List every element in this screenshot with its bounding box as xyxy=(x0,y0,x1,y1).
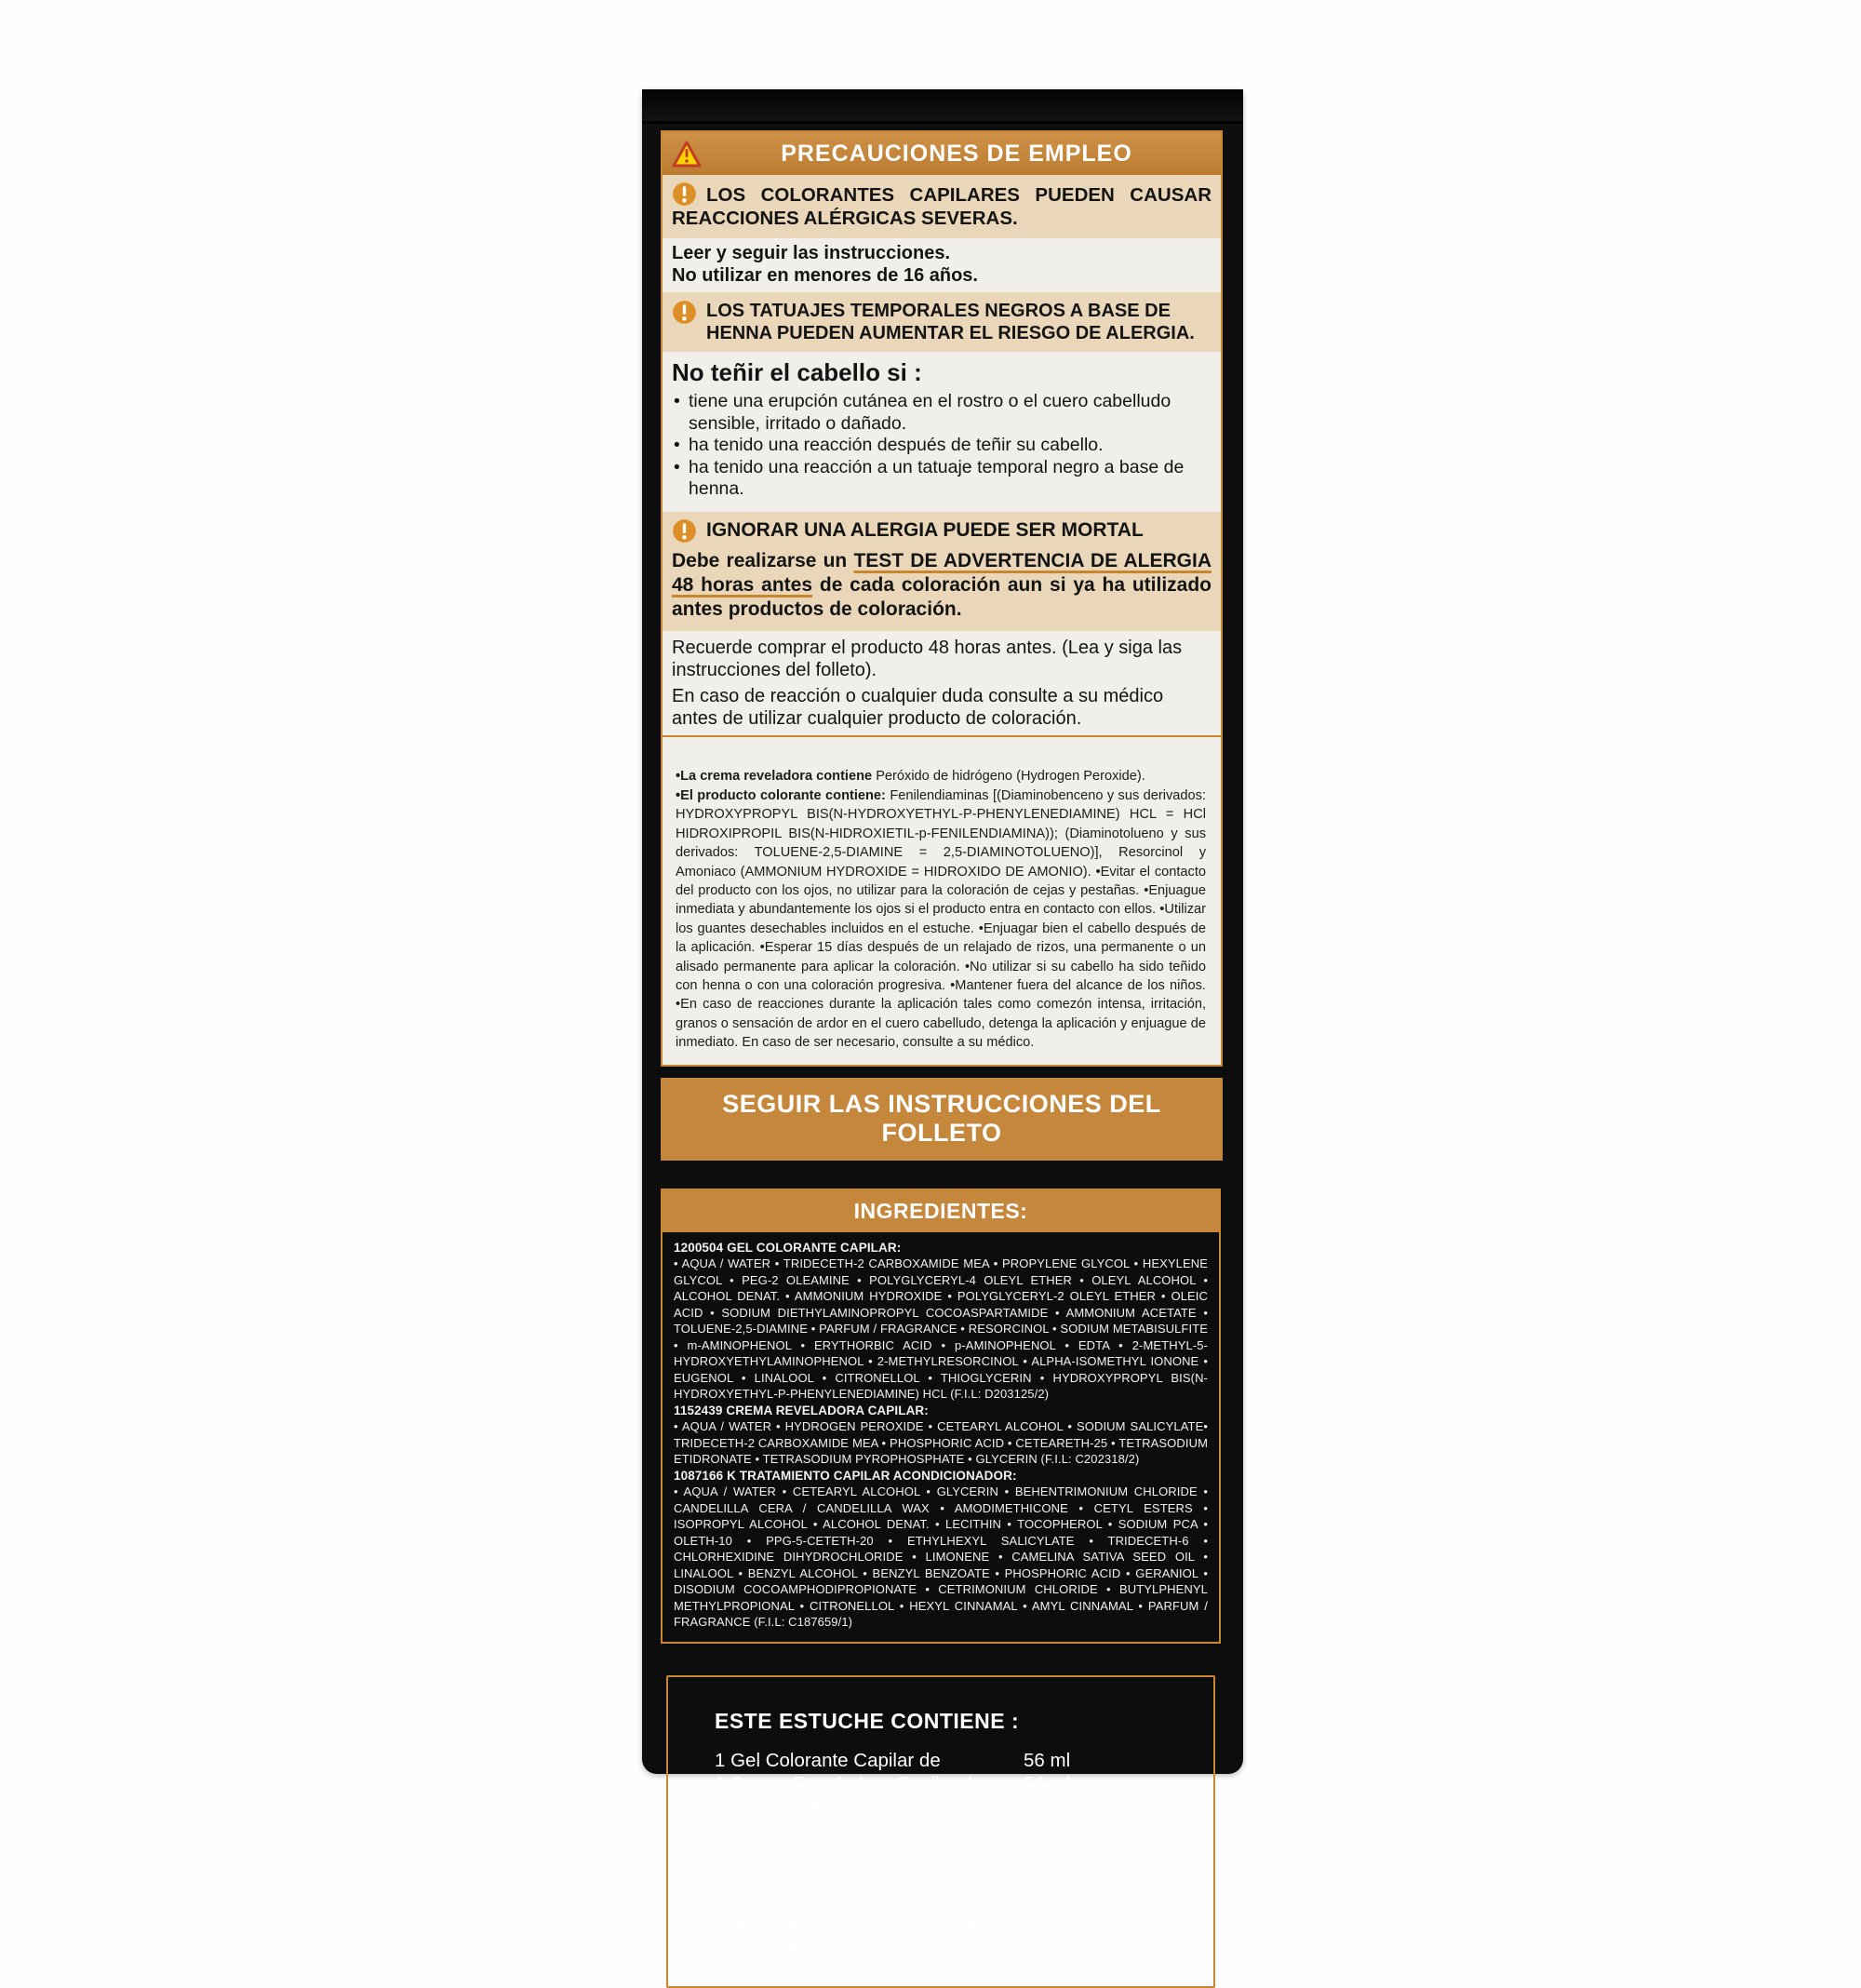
ingredient-section-title: 1087166 K TRATAMIENTO CAPILAR ACONDICIONADOR: xyxy=(674,1468,1017,1483)
colorant-contains-value: Fenilendiaminas [(Diaminobenceno y sus derivados: HYDROXYPROPYL BIS(N-HYDROXYETHYL-P-PHENYLENEDIAMINE) HCL = HCl HIDROXIPROPIL BIS(N-HIDROXIETIL-p-FENILENDIAMINA)); (Diaminotolueno y sus derivados: TOLUENE-2,5-DIAMINE = 2,5-DIAMINOTOLUENO)], Resorcinol y Amoniaco (AMMONIUM HYDROXIDE = HIDROXIDO DE AMONIO). •Evitar el contacto del producto con los ojos, no utilizar para la coloración de cejas y pestañas. •Enjuague inmediata y abundantemente los ojos si el producto entra en contacto con ellos. •Utilizar los guantes desechables incluidos en el estuche. •Enjuagar bien el cabello después de la aplicación. •Esperar 15 días después de un relajado de rizos, una permanente o un alisado permanente para aplicar la coloración. •No utilizar si su cabello ha sido teñido con henna o con una coloración progresiva. •Mantener fuera del alcance de los niños. •En caso de reacciones durante la aplicación tales como comezón intensa, irritación, granos o sensación de ardor en el cuero cabelludo, detenga la aplicación y enjuague de inmediato. En caso de ser necesario, consulte a su médico. xyxy=(676,787,1206,1051)
kit-item-label: 1 Tratamiento Capilar Acondicionador de xyxy=(715,1795,897,1841)
ignore-allergy-text: IGNORAR UNA ALERGIA PUEDE SER MORTAL xyxy=(706,519,1144,541)
kit-contents-heading: ESTE ESTUCHE CONTIENE : xyxy=(715,1708,1020,1733)
alert-exclamation-icon xyxy=(672,181,697,207)
henna-warning-text: LOS TATUAJES TEMPORALES NEGROS A BASE DE HENNA PUEDEN AUMENTAR EL RIESGO DE ALERGIA. xyxy=(706,301,1195,343)
test-text-underlined: TEST DE ADVERTENCIA DE ALERGIA 48 horas antes xyxy=(672,549,1212,596)
package-back-panel xyxy=(642,89,1243,1960)
not-for-individual-sale-line: NO ETIQUETADO PARA SU VENTA INDIVIDUAL xyxy=(715,1938,1137,1960)
list-item xyxy=(674,435,1210,457)
warning-header-bar xyxy=(663,132,1221,175)
kit-extras xyxy=(715,1914,1180,1962)
composition-fine-print xyxy=(663,737,1221,1065)
follow-leaflet-banner: SEGUIR LAS INSTRUCCIONES DEL FOLLETO xyxy=(661,1078,1223,1161)
manufacturer-line: Hechos en México por: L'ORÉAL SLP S.A DE C.V. xyxy=(715,1849,1007,1865)
condition-text: ha tenido una reacción a un tatuaje temporal negro a base de henna. xyxy=(689,456,1185,499)
kit-item-label: 1 Crema Reveladora Capilar de xyxy=(715,1772,984,1794)
ingredients-header: INGREDIENTES: xyxy=(663,1190,1219,1232)
warning-triangle-icon xyxy=(672,141,702,168)
alert-exclamation-icon xyxy=(672,518,697,544)
kit-item-volume: 55 ml xyxy=(1024,1795,1071,1818)
test-text-pre: Debe realizarse un xyxy=(672,549,854,571)
list-item xyxy=(674,457,1210,501)
alert-exclamation-icon xyxy=(672,300,697,325)
test-text-post: de cada coloración aun si ya ha utilizado antes productos de coloración. xyxy=(672,573,1212,620)
reminder-text: Recuerde comprar el producto 48 horas antes. (Lea y siga las instrucciones del folleto). xyxy=(672,637,1183,680)
kit-item-volume: 56 ml xyxy=(1024,1772,1071,1794)
condition-text: ha tenido una reacción después de teñir su cabello. xyxy=(689,435,1104,455)
developer-contains-label: •La crema reveladora contiene xyxy=(676,768,873,784)
list-item xyxy=(674,391,1210,435)
manufacturer-line: Hecho para: FRABEL S.A. DE C.V. Félix Cuevas N°6, xyxy=(715,1866,1025,1881)
developer-contains-line xyxy=(676,767,1206,786)
ingredient-section-list: • AQUA / WATER • HYDROGEN PEROXIDE • CETEARYL ALCOHOL • SODIUM SALICYLATE• TRIDECETH-2 CARBOXAMIDE MEA • PHOSPHORIC ACID • CETEARETH-25 • TETRASODIUM ETIDRONATE • TETRASODIUM PYROPHOSPHATE • GLYCERIN (F.I.L: C202318/2) xyxy=(674,1419,1208,1467)
no-dye-heading: No teñir el cabello si : xyxy=(672,358,922,386)
bullet-marker: • xyxy=(674,391,680,411)
gloves-leaflet-line: 1 Instructivo de uso y un par de guantes. xyxy=(715,1914,1060,1936)
ignore-allergy-warning xyxy=(672,518,1212,544)
manufacturer-info xyxy=(715,1850,1180,1899)
kit-item-row xyxy=(715,1772,1180,1795)
bullet-marker: • xyxy=(674,435,680,455)
ingredients-panel xyxy=(661,1189,1221,1644)
no-dye-conditions-list xyxy=(663,389,1221,506)
colorant-contains-label: •El producto colorante contiene: xyxy=(676,787,886,803)
read-instructions-text: Leer y seguir las instrucciones. xyxy=(672,243,951,263)
warning-panel xyxy=(661,130,1223,1067)
allergy-test-band xyxy=(663,512,1221,631)
kit-item-label: 1 Gel Colorante Capilar de xyxy=(715,1749,941,1771)
purchase-reminder xyxy=(663,631,1221,730)
doctor-advice-text: En caso de reacción o cualquier duda consulte a su médico antes de utilizar cualquier producto de coloración. xyxy=(672,685,1164,729)
instructions-lines xyxy=(663,238,1221,292)
condition-text: tiene una erupción cutánea en el rostro o el cuero cabelludo sensible, irritado o dañado. xyxy=(689,391,1171,434)
allergy-warning-text: LOS COLORANTES CAPILARES PUEDEN CAUSAR REACCIONES ALÉRGICAS SEVERAS. xyxy=(672,184,1212,229)
colorant-contains-paragraph xyxy=(676,786,1206,1053)
kit-item-row xyxy=(715,1749,1180,1772)
ingredients-body xyxy=(663,1232,1219,1642)
kit-contents-box xyxy=(666,1675,1215,1988)
manufacturer-line: Col. Tlacoquemécatl del Valle, Ciudad de México C.P. 03200. xyxy=(715,1882,1068,1898)
warning-panel-title: PRECAUCIONES DE EMPLEO xyxy=(781,140,1132,167)
age-restriction-text: No utilizar en menores de 16 años. xyxy=(672,265,978,286)
kit-item-row xyxy=(715,1795,1180,1842)
allergy-test-instruction xyxy=(672,549,1212,622)
bullet-marker: • xyxy=(674,456,680,477)
ingredient-section-title: 1152439 CREMA REVELADORA CAPILAR: xyxy=(674,1403,929,1417)
allergy-warning-band xyxy=(663,175,1221,238)
developer-contains-value: Peróxido de hidrógeno (Hydrogen Peroxide). xyxy=(872,768,1145,784)
henna-warning-band xyxy=(663,292,1221,352)
ingredient-section-title: 1200504 GEL COLORANTE CAPILAR: xyxy=(674,1240,902,1255)
kit-item-volume: 56 ml xyxy=(1024,1749,1071,1771)
ingredient-section-list: • AQUA / WATER • CETEARYL ALCOHOL • GLYCERIN • BEHENTRIMONIUM CHLORIDE • CANDELILLA CERA / CANDELILLA WAX • AMODIMETHICONE • CETYL ESTERS • ISOPROPYL ALCOHOL • ALCOHOL DENAT. • LECITHIN • TOCOPHEROL • SODIUM PCA • OLETH-10 • PPG-5-CETETH-20 • ETHYLHEXYL SALICYLATE • TRIDECETH-6 • CHLORHEXIDINE DIHYDROCHLORIDE • LIMONENE • CAMELINA SATIVA SEED OIL • LINALOOL • BENZYL ALCOHOL • BENZYL BENZOATE • PHOSPHORIC ACID • GERANIOL • DISODIUM COCOAMPHODIPROPIONATE • CETRIMONIUM CHLORIDE • BUTYLPHENYL METHYLPROPIONAL • CITRONELLOL • HEXYL CINNAMAL • AMYL CINNAMAL • PARFUM / FRAGRANCE (F.I.L: C187659/1) xyxy=(674,1484,1208,1630)
ingredient-section-list: • AQUA / WATER • TRIDECETH-2 CARBOXAMIDE MEA • PROPYLENE GLYCOL • HEXYLENE GLYCOL • PEG-2 OLEAMINE • POLYGLYCERYL-4 OLEYL ETHER • OLEYL ALCOHOL • ALCOHOL DENAT. • AMMONIUM HYDROXIDE • POLYGLYCERYL-2 OLEYL ETHER • OLEIC ACID • SODIUM DIETHYLAMINOPROPYL COCOASPARTAMIDE • AMMONIUM ACETATE • TOLUENE-2,5-DIAMINE • PARFUM / FRAGRANCE • RESORCINOL • SODIUM METABISULFITE • m-AMINOPHENOL • ERYTHORBIC ACID • p-AMINOPHENOL • EDTA • 2-METHYL-5-HYDROXYETHYLAMINOPHENOL • 2-METHYLRESORCINOL • ALPHA-ISOMETHYL IONONE • EUGENOL • LINALOOL • CITRONELLOL • THIOGLYCERIN • HYDROXYPROPYL BIS(N-HYDROXYETHYL-P-PHENYLENEDIAMINE) HCL (F.I.L: D203125/2) xyxy=(674,1256,1208,1402)
